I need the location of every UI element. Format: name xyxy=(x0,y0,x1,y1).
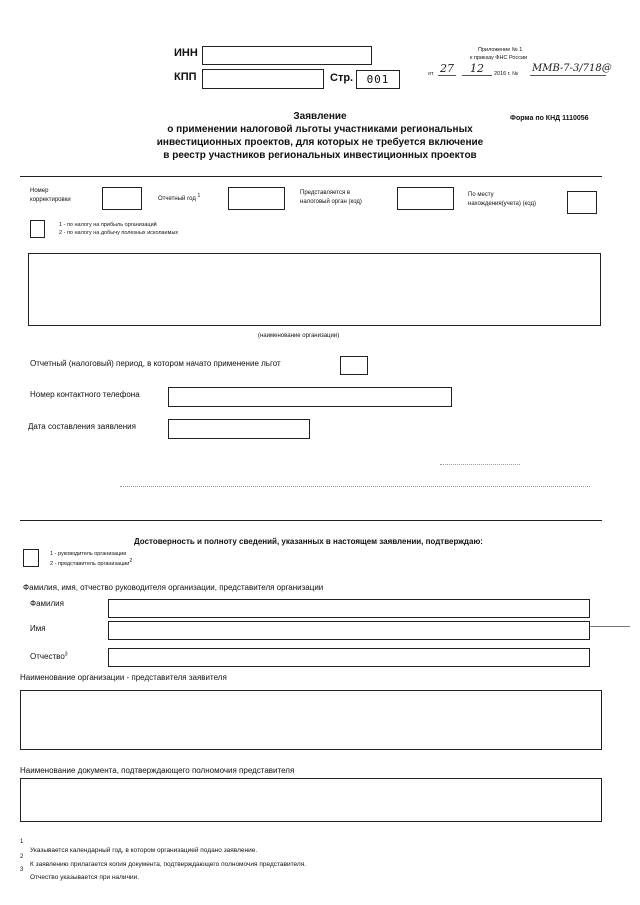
correction-label-1: Номер xyxy=(30,188,49,194)
phone-field[interactable] xyxy=(168,387,452,407)
order-month: 12 xyxy=(470,62,484,75)
doc-title-line4: в реестр участников региональных инвестиционных проектов xyxy=(163,150,477,161)
period-label: Отчетный (налоговый) период, в котором начато применение льгот xyxy=(30,359,281,368)
report-year-field[interactable] xyxy=(228,187,285,210)
rep-doc-field[interactable] xyxy=(20,778,602,822)
signer-option-2: 2 - представитель организации$^2$ xyxy=(50,558,133,567)
order-year: 2016 г. № xyxy=(494,71,519,77)
tax-type-field[interactable] xyxy=(30,220,45,238)
footnote-3-number: 3 xyxy=(20,867,24,873)
inn-label: ИНН xyxy=(174,47,198,59)
correction-number-field[interactable] xyxy=(102,187,142,210)
tax-org-label-2: налоговый орган (код) xyxy=(300,199,362,205)
order-number: ММВ-7-3/718@ xyxy=(532,63,612,74)
order-month-line xyxy=(462,75,492,76)
location-label-1: По месту xyxy=(468,192,494,198)
doc-title-line2: о применении налоговой льготы участниками региональных xyxy=(167,124,473,135)
inn-field[interactable] xyxy=(202,46,372,65)
date-field[interactable] xyxy=(168,419,310,439)
name-label: Имя xyxy=(30,624,46,633)
org-name-caption: (наименование организации) xyxy=(258,333,340,339)
rep-org-label: Наименование организации - представителя заявителя xyxy=(20,673,227,682)
footnote-2-number: 2 xyxy=(20,854,24,860)
report-year-label: Отчетный год $^1$ xyxy=(158,193,201,202)
location-label-2: нахождения(учета) (код) xyxy=(468,201,536,207)
location-code-field[interactable] xyxy=(567,191,597,214)
tax-option-2: 2 - по налогу на добычу полезных ископаемых xyxy=(59,230,179,236)
footnote-2-text: К заявлению прилагается копия документа, подтверждающего полномочия представителя. xyxy=(30,861,307,868)
doc-title: Заявление xyxy=(293,111,347,122)
page-label: Стр. xyxy=(330,72,354,84)
rep-doc-label: Наименование документа, подтверждающего полномочия представителя xyxy=(20,766,295,775)
footnote-1-text: Указывается календарный год, в котором организацией подано заявление. xyxy=(30,847,258,854)
order-day-line xyxy=(438,75,456,76)
scan-mark-2 xyxy=(120,486,590,487)
order-number-line xyxy=(530,75,606,76)
kpp-label: КПП xyxy=(174,71,197,83)
surname-field[interactable] xyxy=(108,599,590,618)
scan-mark-3 xyxy=(590,626,630,627)
date-label: Дата составления заявления xyxy=(28,422,136,431)
patronymic-label: Отчество$^3$ xyxy=(30,651,68,661)
org-name-field[interactable] xyxy=(28,253,601,326)
period-field[interactable] xyxy=(340,356,368,375)
surname-label: Фамилия xyxy=(30,599,64,608)
kpp-field[interactable] xyxy=(202,69,324,89)
patronymic-field[interactable] xyxy=(108,648,590,667)
section-divider xyxy=(20,520,602,521)
name-field[interactable] xyxy=(108,621,590,640)
confirm-heading: Достоверность и полноту сведений, указанных в настоящем заявлении, подтверждаю: xyxy=(134,537,483,546)
page-number-field[interactable]: 001 xyxy=(356,70,400,89)
phone-label: Номер контактного телефона xyxy=(30,390,140,399)
order-day: 27 xyxy=(440,62,454,75)
fio-heading: Фамилия, имя, отчество руководителя организации, представителя организации xyxy=(23,583,324,592)
footnote-1-number: 1 xyxy=(20,839,24,845)
signer-option-1: 1 - руководитель организации xyxy=(50,551,127,557)
scan-mark-1 xyxy=(440,464,520,465)
form-code: Форма по КНД 1110056 xyxy=(510,115,589,122)
tax-org-code-field[interactable] xyxy=(397,187,454,210)
correction-label-2: корректировки xyxy=(30,197,71,203)
tax-option-1: 1 - по налогу на прибыль организаций xyxy=(59,222,157,228)
rep-org-field[interactable] xyxy=(20,690,602,750)
header-divider xyxy=(20,176,602,177)
tax-org-label-1: Представляется в xyxy=(300,190,351,196)
signer-type-field[interactable] xyxy=(23,549,39,567)
footnote-3-text: Отчество указывается при наличии. xyxy=(30,874,140,881)
appendix-line2: к приказу ФНС России xyxy=(470,55,528,61)
appendix-line1: Приложение № 1 xyxy=(478,47,523,53)
doc-title-line3: инвестиционных проектов, для которых не требуется включение xyxy=(156,137,484,148)
order-prefix: от xyxy=(428,71,434,77)
